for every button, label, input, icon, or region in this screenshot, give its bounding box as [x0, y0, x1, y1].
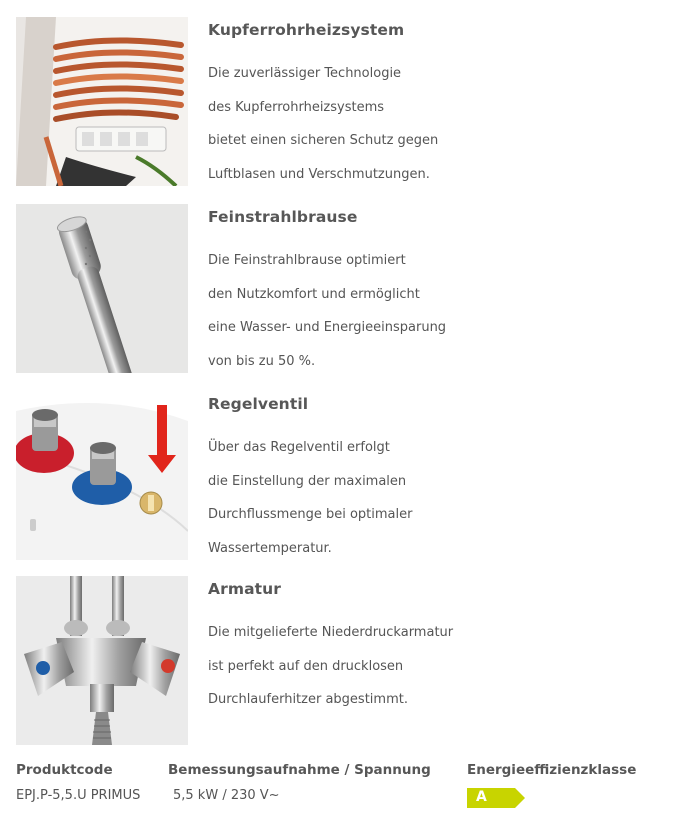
faucet-image — [16, 576, 188, 745]
shower-head-image — [16, 204, 188, 373]
feature-line: Wassertemperatur. — [208, 540, 332, 556]
energy-label: Energieeffizienzklasse — [467, 762, 637, 778]
feature-line: Durchflussmenge bei optimaler — [208, 507, 413, 522]
feature-line: bietet einen sicheren Schutz gegen — [208, 133, 439, 148]
power-value: 5,5 kW / 230 V~ — [173, 788, 280, 803]
feature-line: Die mitgelieferte Niederdruckarmatur — [208, 625, 454, 640]
power-label: Bemessungsaufnahme / Spannung — [168, 762, 431, 778]
energy-class-value: A — [476, 789, 487, 805]
feature-line: Die zuverlässiger Technologie — [208, 66, 402, 81]
feature-line: von bis zu 50 %. — [208, 353, 316, 369]
feature-title: Regelventil — [208, 395, 309, 413]
feature-line: des Kupferrohrheizsystems — [208, 99, 385, 115]
feature-title: Kupferrohrheizsystem — [208, 21, 405, 39]
feature-line: eine Wasser- und Energieeinsparung — [208, 320, 447, 335]
feature-control-valve — [16, 391, 666, 563]
feature-text — [208, 580, 648, 717]
spec-power — [168, 762, 431, 803]
feature-line: Luftblasen und Verschmutzungen. — [208, 166, 430, 182]
feature-faucet — [16, 576, 666, 748]
feature-copper-heating — [16, 17, 666, 189]
feature-text — [208, 395, 648, 565]
energy-class-badge — [467, 788, 525, 808]
control-valve-image — [16, 391, 188, 560]
product-specs — [16, 762, 666, 822]
feature-text — [208, 208, 648, 378]
feature-line: Die Feinstrahlbrause optimiert — [208, 253, 406, 268]
feature-line: den Nutzkomfort und ermöglicht — [208, 286, 420, 302]
product-code-label: Produktcode — [16, 762, 113, 778]
copper-coil-image — [16, 17, 188, 186]
spec-product-code — [16, 762, 140, 803]
spec-energy — [467, 762, 636, 808]
feature-shower-head — [16, 204, 666, 376]
feature-line: Durchlauferhitzer abgestimmt. — [208, 692, 408, 707]
feature-title: Feinstrahlbrause — [208, 208, 358, 226]
feature-text — [208, 21, 648, 191]
feature-title: Armatur — [208, 580, 282, 598]
feature-line: die Einstellung der maximalen — [208, 473, 407, 489]
feature-line: ist perfekt auf den drucklosen — [208, 658, 404, 674]
product-code-value: EPJ.P-5,5.U PRIMUS — [16, 788, 141, 803]
feature-line: Über das Regelventil erfolgt — [208, 440, 390, 455]
